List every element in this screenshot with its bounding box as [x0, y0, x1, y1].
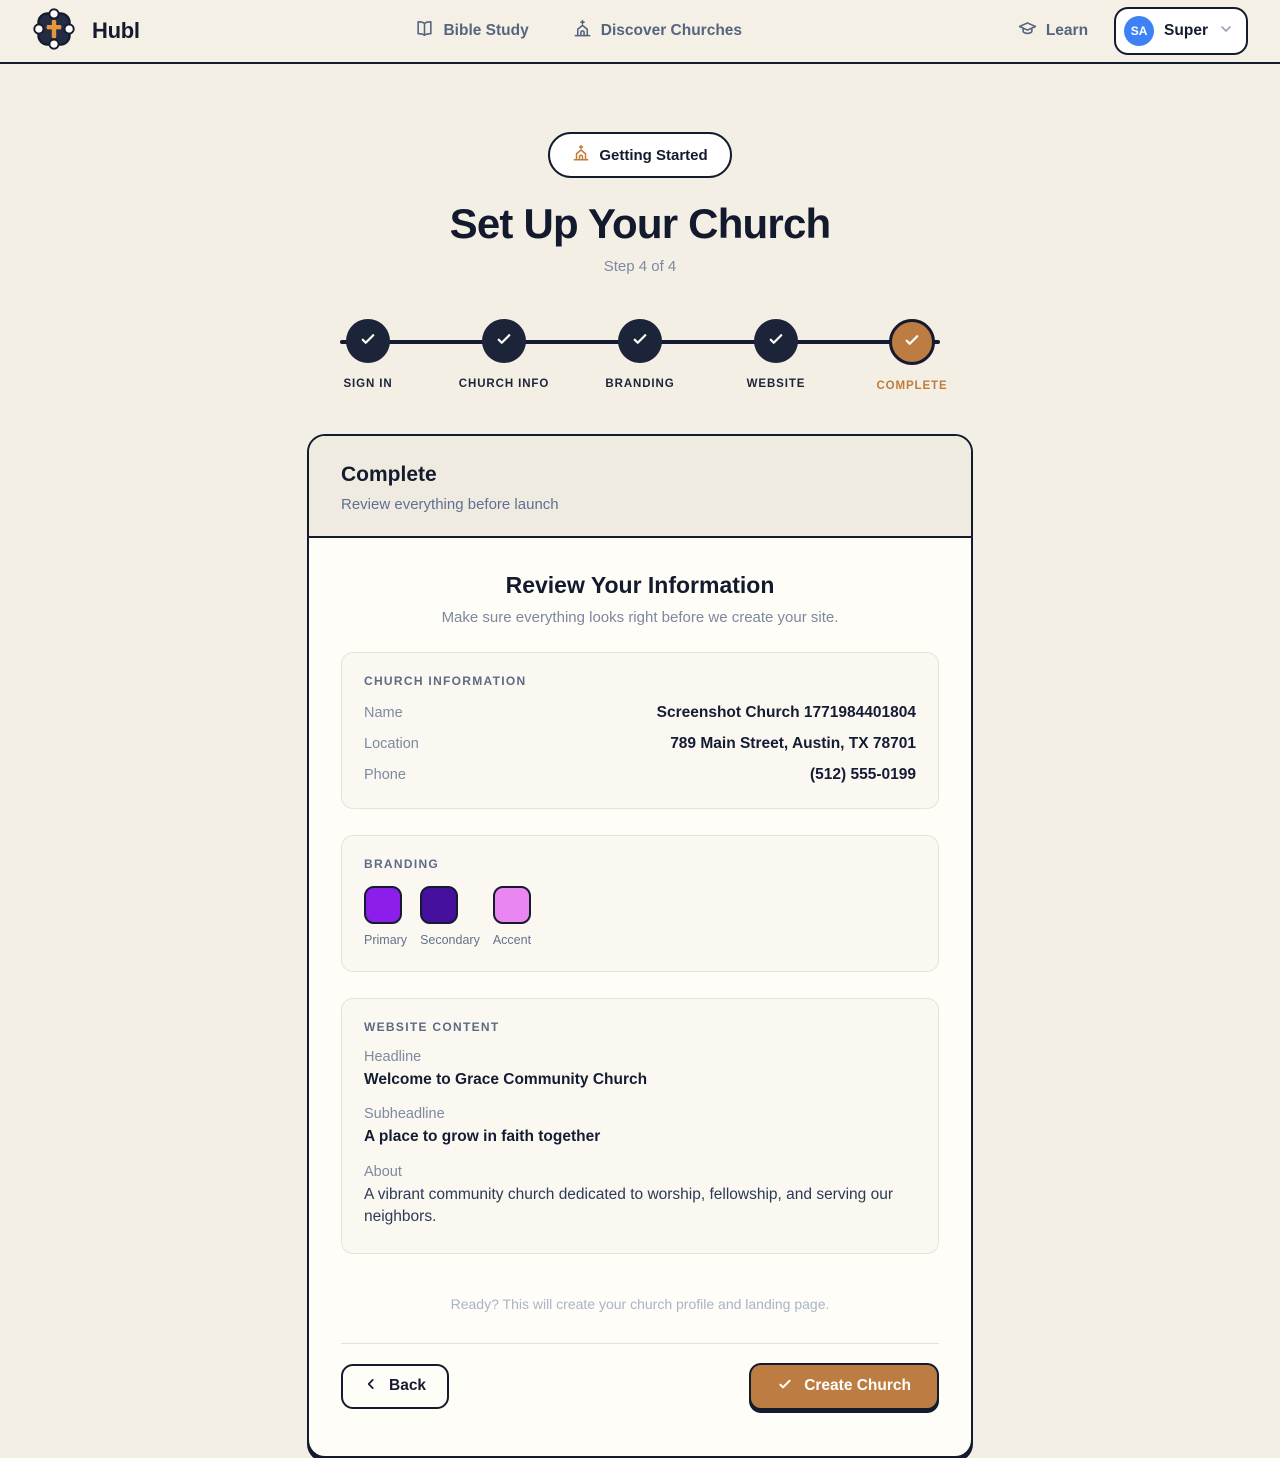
accent-color-swatch: [493, 886, 531, 924]
step-label: COMPLETE: [876, 380, 948, 392]
review-title: Review Your Information: [505, 572, 775, 598]
check-icon: [903, 331, 921, 354]
progress-stepper: [300, 319, 980, 392]
brand-name: Hubl: [92, 18, 140, 43]
info-row-location: [364, 735, 916, 753]
secondary-color-swatch: [420, 886, 458, 924]
step-circle-done: [482, 319, 526, 363]
step-church-info[interactable]: [436, 319, 572, 392]
info-label: Name: [364, 705, 403, 721]
check-icon: [777, 1376, 793, 1397]
card-subtitle: Review everything before launch: [341, 496, 559, 513]
create-church-button-label: Create Church: [804, 1377, 911, 1395]
hubl-logo-icon: [32, 7, 76, 56]
field-headline: [364, 1049, 916, 1091]
create-church-button[interactable]: [749, 1363, 939, 1410]
swatch-label: Secondary: [420, 933, 480, 947]
user-name: Super: [1164, 22, 1208, 39]
open-book-icon: [415, 19, 434, 43]
swatch-primary: [364, 886, 407, 947]
back-button[interactable]: [341, 1364, 449, 1409]
field-about: [364, 1164, 916, 1229]
section-heading: BRANDING: [364, 857, 440, 871]
step-label: BRANDING: [605, 378, 675, 390]
check-icon: [495, 330, 513, 353]
getting-started-badge: [548, 132, 731, 178]
check-icon: [631, 330, 649, 353]
primary-nav: [415, 19, 742, 43]
check-icon: [359, 330, 377, 353]
info-value: (512) 555-0199: [810, 766, 916, 783]
step-website[interactable]: [708, 319, 844, 392]
section-heading: CHURCH INFORMATION: [364, 674, 527, 688]
step-circle-done: [754, 319, 798, 363]
step-complete[interactable]: [844, 319, 980, 392]
primary-color-swatch: [364, 886, 402, 924]
field-label: Headline: [364, 1049, 422, 1065]
swatch-label: Primary: [364, 933, 408, 947]
swatch-accent: [493, 886, 531, 947]
nav-right-group: [1018, 7, 1248, 55]
step-circle-current: [889, 319, 935, 365]
section-heading: WEBSITE CONTENT: [364, 1020, 500, 1034]
field-label: Subheadline: [364, 1106, 445, 1123]
step-sign-in[interactable]: [300, 319, 436, 392]
nav-item-label: Learn: [1045, 22, 1089, 39]
website-content-section: [341, 998, 939, 1254]
check-icon: [767, 330, 785, 353]
step-circle-done: [346, 319, 390, 363]
chevron-down-icon: [1218, 21, 1234, 42]
nav-item-label: Discover Churches: [600, 22, 743, 39]
nav-item-label: Bible Study: [443, 22, 529, 39]
card-title: Complete: [341, 463, 437, 486]
user-menu-button[interactable]: [1114, 7, 1248, 55]
ready-note: Ready? This will create your church profile and landing page.: [450, 1295, 830, 1312]
field-subheadline: [364, 1106, 916, 1148]
info-value: Screenshot Church 1771984401804: [656, 704, 916, 721]
badge-label: Getting Started: [599, 146, 708, 164]
step-circle-done: [618, 319, 662, 363]
review-subtitle: Make sure everything looks right before we create your site.: [441, 609, 839, 626]
graduation-cap-icon: [1018, 19, 1037, 43]
page-title: Set Up Your Church: [449, 200, 831, 247]
field-value: Welcome to Grace Community Church: [364, 1071, 648, 1088]
chevron-left-icon: [364, 1377, 378, 1396]
step-label: CHURCH INFO: [458, 378, 550, 390]
nav-item-bible-study[interactable]: [415, 19, 528, 43]
nav-item-learn[interactable]: [1018, 19, 1088, 43]
nav-item-discover-churches[interactable]: [573, 19, 742, 43]
swatch-secondary: [420, 886, 480, 947]
complete-step-card: [307, 434, 973, 1458]
step-branding[interactable]: [572, 319, 708, 392]
info-label: Location: [364, 736, 419, 752]
info-label: Phone: [364, 767, 406, 783]
field-value: A place to grow in faith together: [364, 1128, 601, 1146]
info-row-phone: [364, 766, 916, 784]
church-information-section: [341, 652, 939, 809]
card-header: [309, 436, 971, 538]
swatch-label: Accent: [492, 933, 532, 947]
step-label: WEBSITE: [746, 378, 806, 390]
back-button-label: Back: [389, 1377, 427, 1395]
brand-home-link[interactable]: [32, 7, 140, 56]
church-icon: [573, 19, 592, 43]
step-indicator: Step 4 of 4: [603, 258, 677, 275]
top-navbar: [0, 0, 1280, 64]
info-row-name: [364, 704, 916, 722]
card-body: [309, 538, 971, 1456]
step-label: SIGN IN: [343, 378, 393, 390]
branding-section: [341, 835, 939, 972]
footer-divider: [341, 1343, 939, 1344]
field-value: A vibrant community church dedicated to worship, fellowship, and serving our neighbors.: [364, 1185, 893, 1226]
user-avatar: SA: [1124, 16, 1154, 46]
field-label: About: [364, 1163, 402, 1180]
church-badge-icon: [572, 144, 590, 166]
info-value: 789 Main Street, Austin, TX 78701: [670, 735, 916, 752]
